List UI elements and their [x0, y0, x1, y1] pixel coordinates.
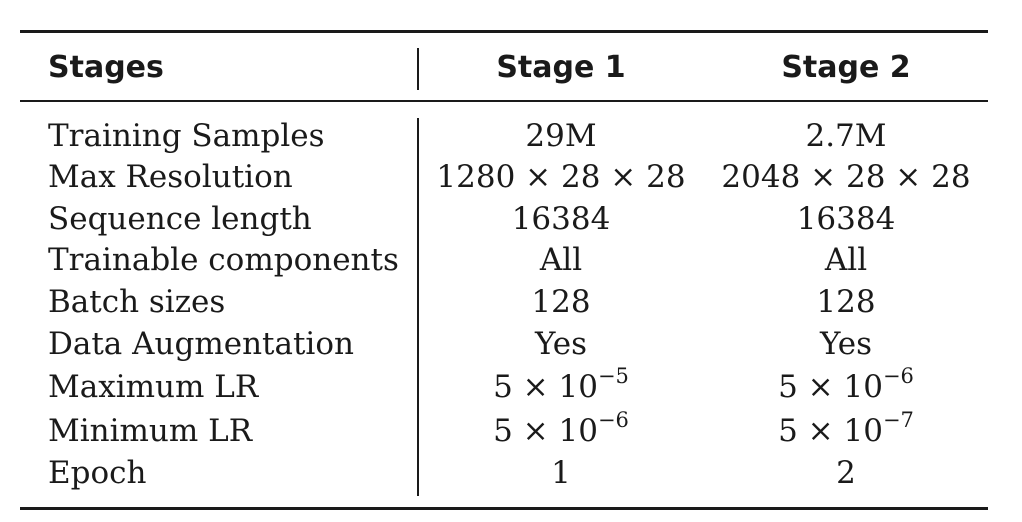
cell-stage-1: 16384: [511, 201, 611, 237]
header-stage-1: Stage 1: [496, 50, 626, 85]
header-stages: Stages: [48, 50, 164, 85]
cell-stage-2: 2.7M: [805, 118, 887, 154]
row-label: Maximum LR: [48, 369, 259, 405]
lr-base: 5 × 10: [493, 369, 598, 405]
cell-stage-1: 29M: [525, 118, 597, 154]
cell-stage-2: 128: [816, 284, 876, 320]
cell-stage-1: [420, 364, 702, 407]
cell-stage-2: Yes: [819, 326, 873, 362]
row-label: Sequence length: [48, 201, 312, 237]
table-rule-bottom: [20, 507, 988, 510]
lr-exponent: −6: [597, 408, 629, 432]
row-label: Max Resolution: [48, 159, 293, 195]
cell-stage-2: 2: [836, 455, 856, 491]
row-label: Batch sizes: [48, 284, 226, 320]
cell-stage-2: 2048 × 28 × 28: [721, 159, 971, 195]
lr-base: 5 × 10: [778, 369, 883, 405]
header-stage-2: Stage 2: [781, 50, 911, 85]
cell-stage-2: 16384: [796, 201, 896, 237]
row-label: Trainable components: [48, 242, 399, 278]
row-label: Epoch: [48, 455, 147, 491]
cell-stage-2: [704, 408, 988, 451]
cell-stage-2: [704, 364, 988, 407]
lr-exponent: −6: [882, 364, 914, 388]
cell-stage-1: 1: [551, 455, 571, 491]
row-label: Minimum LR: [48, 413, 253, 449]
lr-exponent: −7: [882, 408, 914, 432]
cell-stage-1: [420, 408, 702, 451]
body-separator: [417, 118, 419, 496]
cell-stage-1: 128: [531, 284, 591, 320]
cell-stage-1: All: [539, 242, 583, 278]
table-rule-top: [20, 30, 988, 33]
cell-stage-1: Yes: [534, 326, 588, 362]
table-rule-mid: [20, 100, 988, 102]
cell-stage-2: All: [824, 242, 868, 278]
row-label: Data Augmentation: [48, 326, 354, 362]
header-separator: [417, 48, 419, 90]
lr-exponent: −5: [597, 364, 629, 388]
lr-base: 5 × 10: [493, 413, 598, 449]
lr-base: 5 × 10: [778, 413, 883, 449]
row-label: Training Samples: [48, 118, 325, 154]
cell-stage-1: 1280 × 28 × 28: [436, 159, 686, 195]
